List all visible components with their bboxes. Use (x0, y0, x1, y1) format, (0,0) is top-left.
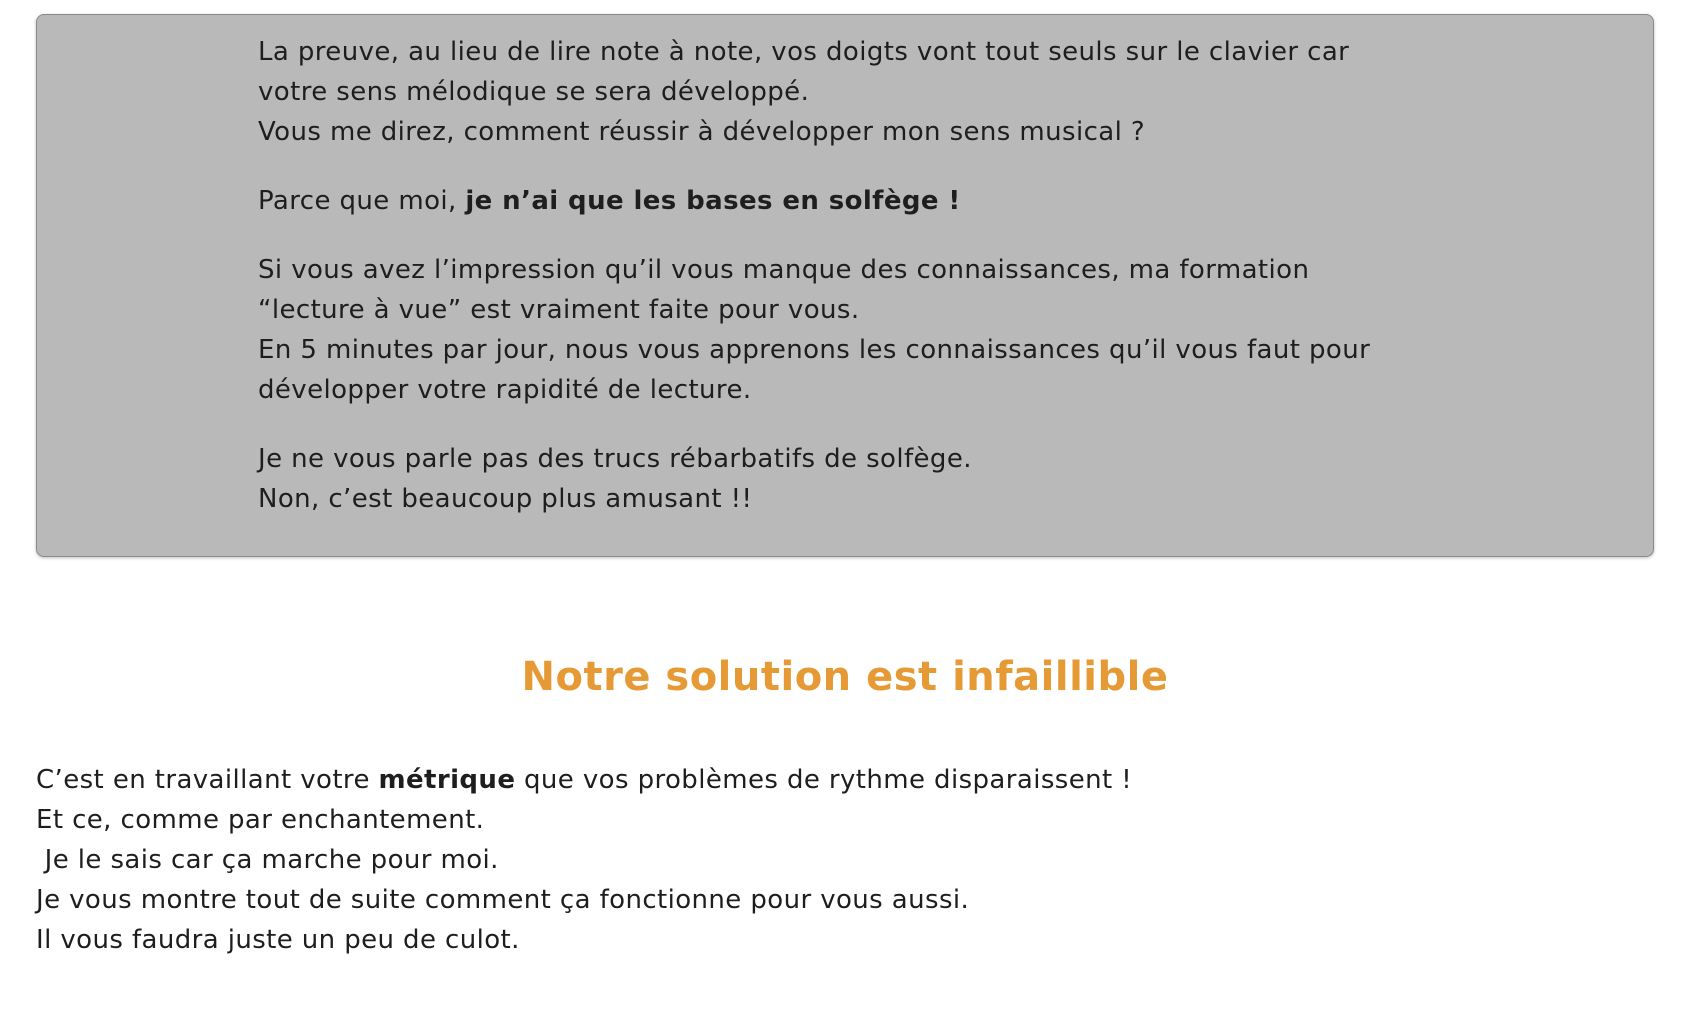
text-fragment: que vos problèmes de rythme disparaissent ! (515, 765, 1133, 795)
text-fragment: Parce que moi, (258, 186, 466, 216)
text-line: Et ce, comme par enchantement. (36, 805, 485, 835)
text-line (258, 181, 1458, 221)
text-fragment: C’est en travaillant votre (36, 765, 379, 795)
paragraph-proof (258, 32, 1458, 152)
text-line: Il vous faudra juste un peu de culot. (36, 925, 520, 955)
paragraph-training (258, 250, 1458, 410)
text-line: En 5 minutes par jour, nous vous apprenons les connaissances qu’il vous faut pour (258, 335, 1371, 365)
text-line: La preuve, au lieu de lire note à note, vos doigts vont tout seuls sur le clavier car (258, 37, 1350, 67)
paragraph-basics (258, 181, 1458, 221)
text-line (36, 760, 1436, 800)
text-line: Non, c’est beaucoup plus amusant !! (258, 484, 753, 514)
section-body (36, 760, 1436, 960)
text-line: Je ne vous parle pas des trucs rébarbatifs de solfège. (258, 444, 972, 474)
highlight-box-content (258, 32, 1458, 519)
text-line: Si vous avez l’impression qu’il vous manque des connaissances, ma formation (258, 255, 1310, 285)
section-heading: Notre solution est infaillible (521, 654, 1169, 700)
bold-emphasis: métrique (378, 765, 516, 795)
paragraph-fun (258, 439, 1458, 519)
text-line: Je vous montre tout de suite comment ça fonctionne pour vous aussi. (36, 885, 970, 915)
text-line: Vous me direz, comment réussir à développer mon sens musical ? (258, 117, 1146, 147)
text-line: votre sens mélodique se sera développé. (258, 77, 810, 107)
highlight-box (36, 14, 1654, 557)
text-line: Je le sais car ça marche pour moi. (36, 845, 499, 875)
text-line: “lecture à vue” est vraiment faite pour vous. (258, 295, 860, 325)
text-line: développer votre rapidité de lecture. (258, 375, 752, 405)
bold-emphasis: je n’ai que les bases en solfège ! (465, 186, 961, 216)
